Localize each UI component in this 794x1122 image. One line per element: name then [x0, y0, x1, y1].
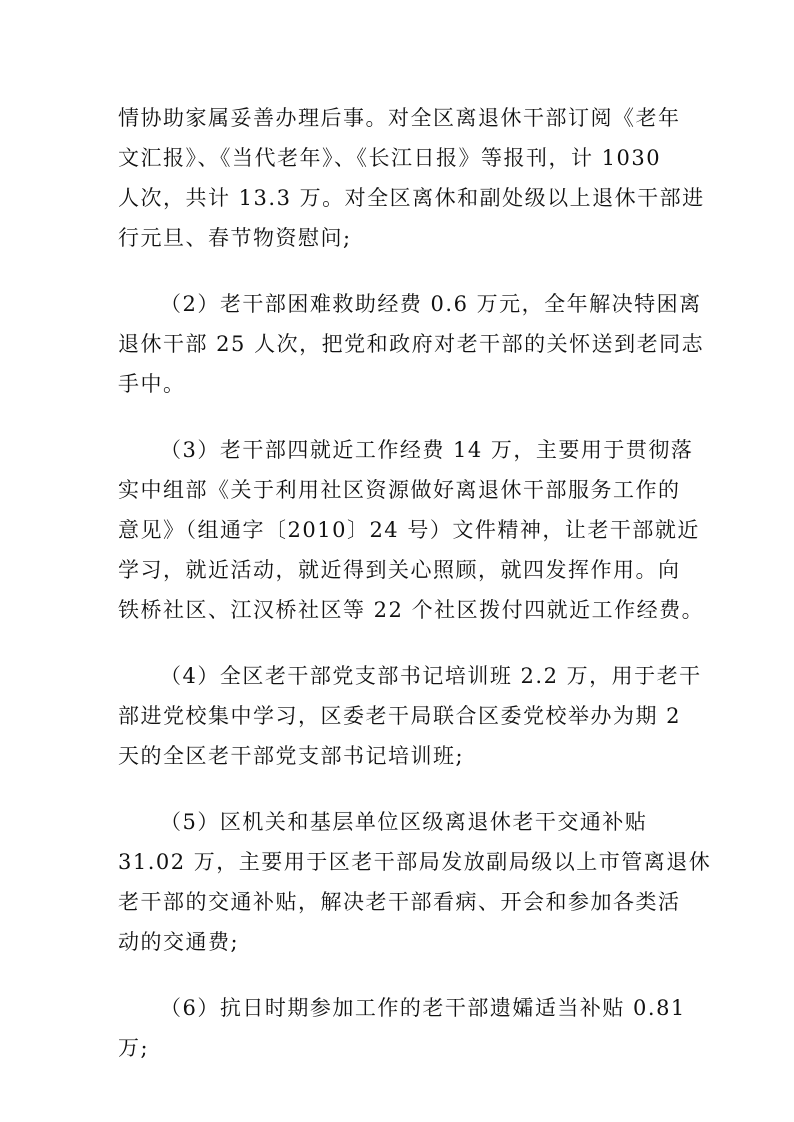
- text-line: （2）老干部困难救助经费 0.6 万元，全年解决特困离: [160, 292, 702, 316]
- text-line: 意见》（组通字〔2010〕24 号）文件精神，让老干部就近: [118, 518, 700, 542]
- text-line: 万;: [118, 1036, 150, 1060]
- text-line: （6）抗日时期参加工作的老干部遗孀适当补贴 0.81: [160, 996, 686, 1020]
- text-line: 学习，就近活动，就近得到关心照顾，就四发挥作用。向: [118, 558, 681, 582]
- text-line: 天的全区老干部党支部书记培训班;: [118, 744, 465, 768]
- text-line: 实中组部《关于利用社区资源做好离退休干部服务工作的: [118, 478, 681, 502]
- paragraph-intro: [118, 98, 705, 258]
- text-line: 动的交通费;: [118, 930, 240, 954]
- document-body: [118, 98, 712, 1094]
- text-line: 部进党校集中学习，区委老干局联合区委党校举办为期 2: [118, 704, 682, 728]
- text-line: 手中。: [118, 372, 186, 396]
- paragraph-item-4: [118, 656, 702, 776]
- text-line: 行元旦、春节物资慰问;: [118, 226, 352, 250]
- text-line: 铁桥社区、江汉桥社区等 22 个社区拨付四就近工作经费。: [118, 598, 705, 622]
- text-line: 情协助家属妥善办理后事。对全区离退休干部订阅《老年: [118, 106, 681, 130]
- text-line: （5）区机关和基层单位区级离退休老干交通补贴: [160, 810, 648, 834]
- paragraph-item-5: [118, 802, 712, 962]
- paragraph-item-3: [118, 430, 705, 630]
- text-line: （4）全区老干部党支部书记培训班 2.2 万，用于老干: [160, 664, 702, 688]
- text-line: 人次，共计 13.3 万。对全区离休和副处级以上退休干部进: [118, 186, 705, 210]
- text-line: 退休干部 25 人次，把党和政府对老干部的关怀送到老同志: [118, 332, 705, 356]
- text-line: 老干部的交通补贴，解决老干部看病、开会和参加各类活: [118, 890, 681, 914]
- paragraph-item-6: [118, 988, 686, 1068]
- text-line: 31.02 万，主要用于区老干部局发放副局级以上市管离退休: [118, 850, 712, 874]
- paragraph-item-2: [118, 284, 705, 404]
- text-line: 文汇报》、《当代老年》、《长江日报》等报刊，计 1030: [118, 146, 662, 170]
- text-line: （3）老干部四就近工作经费 14 万，主要用于贯彻落: [160, 438, 694, 462]
